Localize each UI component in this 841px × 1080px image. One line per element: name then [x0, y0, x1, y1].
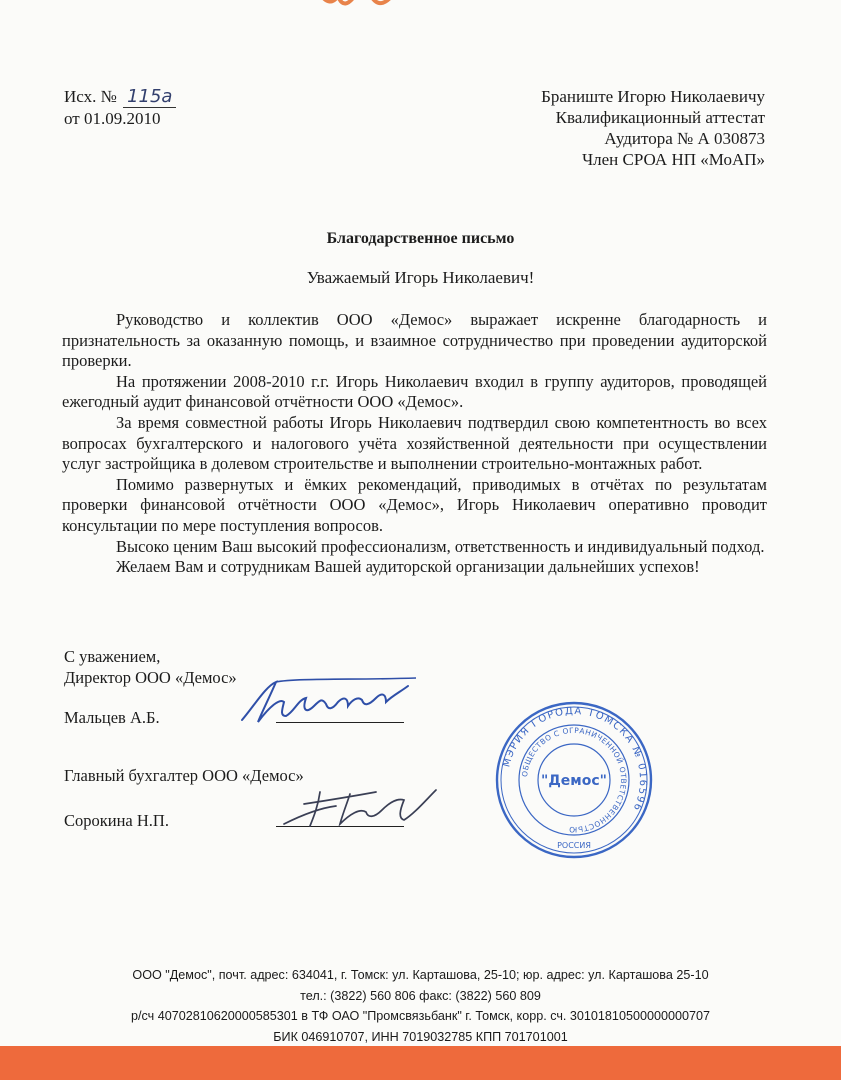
footer-phone: тел.: (3822) 560 806 факс: (3822) 560 809 — [300, 988, 541, 1003]
body-paragraph: Помимо развернутых и ёмких рекомендаций, приводимых в отчётах по результатам проверки финансовой отчётности ООО «Демос», Игорь Николаевич оперативно проводит консультации по мере поступления вопросов. — [62, 474, 767, 535]
body-paragraph: Желаем Вам и сотрудникам Вашей аудиторской организации дальнейших успехов! — [116, 557, 700, 577]
addressee-block — [541, 86, 765, 170]
body-paragraph: Высоко ценим Ваш высокий профессионализм, ответственность и индивидуальный подход. — [116, 536, 765, 556]
closing-regards: С уважением, — [64, 647, 161, 666]
outgoing-reference — [64, 86, 176, 129]
svg-text:МЭРИЯ ГОРОДА ТОМСКА № 016596: МЭРИЯ ГОРОДА ТОМСКА № 016596 — [501, 705, 649, 814]
company-logo-fragment — [300, 0, 420, 18]
company-footer — [0, 965, 841, 1047]
director-signature-image — [236, 676, 422, 728]
stamp-bottom-text: РОССИЯ — [557, 841, 591, 850]
body-paragraph: За время совместной работы Игорь Николаевич подтвердил свою компетентность во всех вопросах бухгалтерского и налогового учёта хозяйственной деятельности при осуществлении услуг застройщика в долевом строительстве и выполнении строительно-монтажных работ. — [62, 412, 767, 474]
letter-title: Благодарственное письмо — [326, 230, 515, 247]
company-seal-stamp — [494, 700, 654, 860]
stamp-center-text: "Демос" — [541, 773, 607, 789]
closing-block — [64, 646, 237, 688]
letter-body — [62, 310, 767, 578]
addressee-name: Браниште Игорю Николаевичу — [541, 87, 765, 106]
reference-number-label: Исх. № — [64, 87, 117, 106]
body-paragraph: На протяжении 2008-2010 г.г. Игорь Николаевич входил в группу аудиторов, проводящей ежегодный аудит финансовой отчётности ООО «Демос». — [62, 371, 767, 412]
footer-bank-account: р/сч 40702810620000585301 в ТФ ОАО "Промсвязьбанк" г. Томск, корр. сч. 30101810500000000707 — [130, 1009, 710, 1023]
footer-address: ООО "Демос", почт. адрес: 634041, г. Томск: ул. Карташова, 25-10; юр. адрес: ул. Карташова 25-10 — [132, 968, 709, 982]
svg-text:ОБЩЕСТВО С ОГРАНИЧЕННОЙ ОТВЕТС: ОБЩЕСТВО С ОГРАНИЧЕННОЙ ОТВЕТСТВЕННОСТЬЮ — [520, 725, 629, 835]
accountant-title: Главный бухгалтер ООО «Демос» — [64, 766, 304, 785]
reference-date: от 01.09.2010 — [64, 109, 161, 128]
addressee-certificate: Квалификационный аттестат — [555, 108, 765, 127]
director-name: Мальцев А.Б. — [64, 708, 160, 727]
body-paragraph: Руководство и коллектив ООО «Демос» выражает искренне благодарность и признательность за оказанную помощь, и взаимное сотрудничество при проведении аудиторской проверки. — [62, 310, 767, 371]
salutation: Уважаемый Игорь Николаевич! — [306, 268, 535, 287]
reference-number-handwritten: 115а — [123, 86, 176, 108]
director-title: Директор ООО «Демос» — [64, 668, 237, 687]
footer-color-bar — [0, 1046, 841, 1080]
addressee-membership: Член СРОА НП «МоАП» — [582, 150, 765, 169]
accountant-name: Сорокина Н.П. — [64, 811, 169, 830]
addressee-auditor-number: Аудитора № А 030873 — [604, 129, 765, 148]
footer-bank-codes: БИК 046910707, ИНН 7019032785 КПП 701701001 — [273, 1029, 568, 1044]
accountant-signature-image — [280, 786, 440, 830]
